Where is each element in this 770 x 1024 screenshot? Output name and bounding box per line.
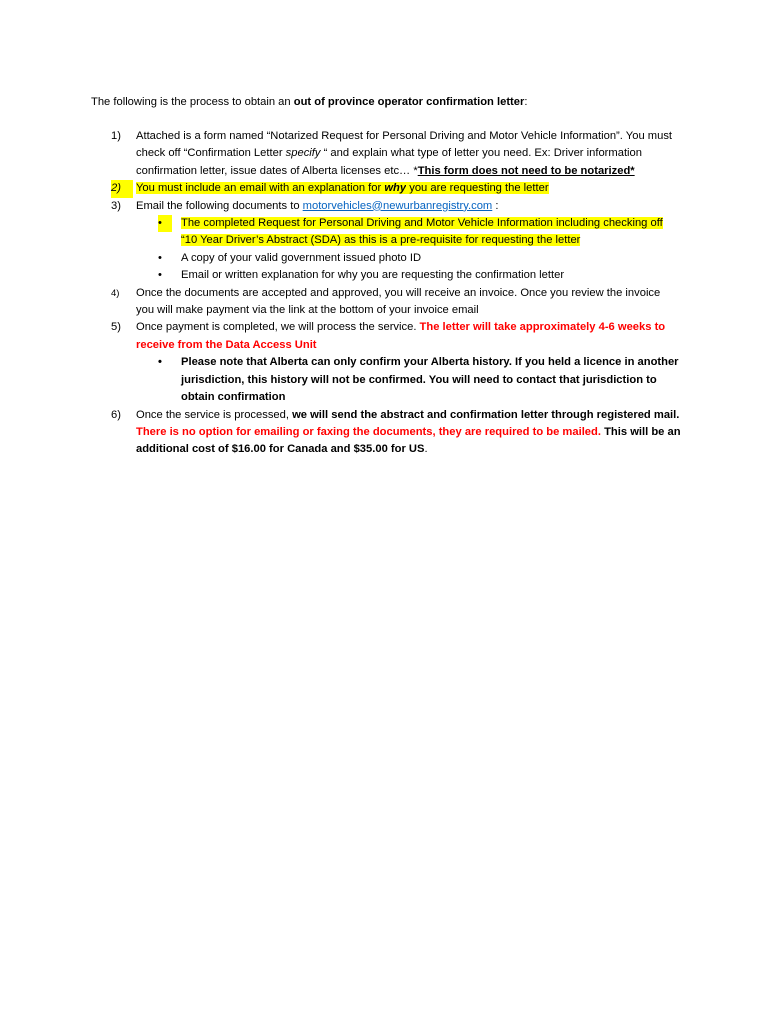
intro-colon: : [524,96,528,108]
intro-text: The following is the process to obtain an [91,96,294,108]
step-1-italic: specify [285,147,321,160]
step-5-text: Once payment is completed, we will process the service. [136,321,420,334]
step-6-bold: we will send the abstract and confirmation letter through registered mail. [292,408,680,421]
step-5-red-text: The letter will take approximately 4-6 weeks to receive from the Data Access Unit [136,321,666,351]
step-2-text-cont: you are requesting the letter [406,182,549,195]
list-item-5 [91,319,681,354]
bullet-item [91,354,681,406]
step-1-text-cont: “ and explain what type of letter you need. Ex: Driver information confirmation letter, issue dates of Alberta licenses etc… * [136,147,642,177]
list-number: 2) [111,180,133,197]
step-3-text: Email the following documents to [136,199,303,212]
email-link[interactable]: motorvehicles@newurbanregistry.com [302,199,493,212]
intro-paragraph [91,94,691,111]
step-6-text: Once the service is processed, [136,408,293,421]
bullet-item [91,215,681,250]
bullet-icon: • [158,215,172,232]
bullet-item [91,250,681,267]
bullet-icon: • [158,356,162,369]
list-item-3 [91,198,681,215]
bullet-text: A copy of your valid government issued photo ID [181,251,422,264]
list-number: 6) [111,408,121,421]
bullet-icon: • [158,251,162,264]
step-6-period: . [424,443,428,456]
bullet-item [91,267,681,284]
list-item-4 [91,285,681,320]
step-1-text: Attached is a form named “Notarized Request for Personal Driving and Motor Vehicle Information”. You must check off “Confirmation Letter [136,130,673,160]
bullet-text: The completed Request for Personal Driving and Motor Vehicle Information including checking off “10 Year Driver’s Abstract (SDA) as this is a pre-requisite for requesting the letter [181,217,663,247]
step-2-why: why [384,182,407,195]
bullet-icon: • [158,269,162,282]
step-6-cost: This will be an additional cost of $16.00 for Canada and $35.00 for US [136,425,681,456]
bullet-text: Email or written explanation for why you are requesting the confirmation letter [181,269,565,282]
list-number: 4) [111,287,120,299]
step-4-text: Once the documents are accepted and approved, you will receive an invoice. Once you review the invoice you will make payment via the link at the bottom of your invoice email [136,286,661,317]
list-item-2 [91,180,681,197]
list-number: 1) [111,130,121,142]
list-number: 3) [111,199,121,212]
step-6-red-text: There is no option for emailing or faxing the documents, they are required to be mailed. [136,425,601,438]
list-number: 5) [111,321,121,334]
intro-bold-text: out of province operator confirmation letter [293,96,525,108]
step-2-text: You must include an email with an explanation for [136,182,385,195]
step-3-colon: : [492,199,499,212]
list-item-6 [91,407,681,459]
bullet-text: Please note that Alberta can only confirm your Alberta history. If you held a licence in another jurisdiction, this history will not be confirmed. You will need to contact that jurisdiction to obtain confirmation [181,356,679,404]
step-1-notice: This form does not need to be notarized* [417,164,635,177]
process-list [91,128,681,459]
list-item-1 [91,128,681,180]
